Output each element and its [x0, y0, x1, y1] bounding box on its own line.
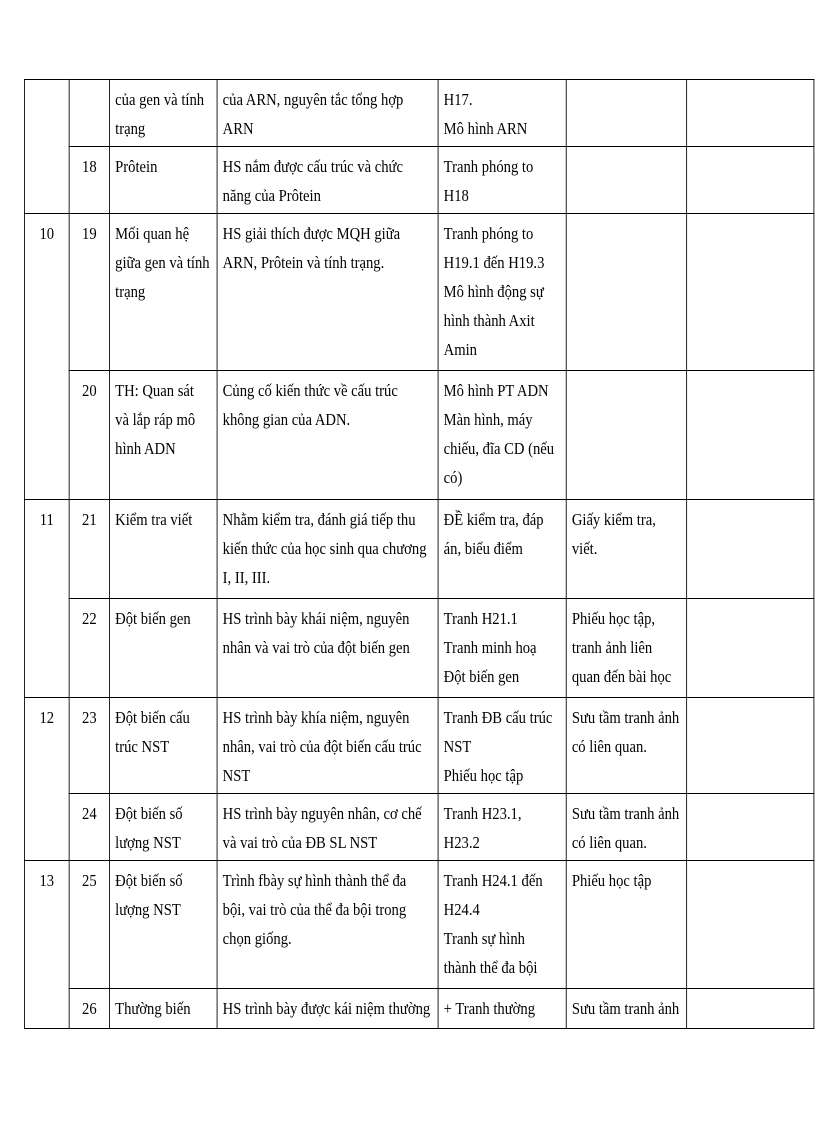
cell-text-line: Sưu tầm tranh ảnh [571, 804, 680, 823]
table-row [24, 371, 813, 500]
week-cell [24, 214, 69, 500]
lesson-title-cell [110, 599, 218, 698]
cell-text-line: chọn giống. [222, 929, 292, 948]
preparation-cell [566, 147, 686, 214]
equipment-cell [438, 80, 566, 147]
lesson-number: 25 [82, 871, 97, 890]
cell-text-line: nhân, vai trò của đột biến cấu trúc [222, 737, 422, 756]
cell-text-line: của gen và tính [115, 90, 205, 109]
objective-cell [217, 371, 438, 500]
week-number: 12 [39, 708, 55, 727]
preparation-cell [566, 794, 686, 861]
lesson-number-cell [69, 214, 109, 371]
cell-text-line: Tranh H23.1, [443, 804, 522, 823]
lesson-title-cell [110, 989, 218, 1029]
cell-text-line: Củng cố kiến thức về cấu trúc [222, 381, 398, 400]
cell-text-line: viết. [571, 539, 598, 558]
cell-text-line: thành thể đa bội [443, 958, 538, 977]
cell-text-line: hình ADN [115, 439, 176, 458]
week-number: 13 [39, 871, 55, 890]
notes-cell [687, 698, 814, 794]
lesson-number-cell [69, 500, 109, 599]
cell-text-line: Amin [443, 340, 477, 359]
cell-text-line: có liên quan. [571, 833, 647, 852]
cell-text-line: Tranh minh hoạ [443, 638, 537, 657]
cell-text-line: Tranh H24.1 đến [443, 871, 543, 890]
objective-cell [217, 861, 438, 989]
lesson-number: 26 [82, 999, 97, 1018]
preparation-cell [566, 80, 686, 147]
objective-cell [217, 80, 438, 147]
lesson-title-cell [110, 794, 218, 861]
cell-text-line: kiến thức của học sinh qua chương [222, 539, 427, 558]
cell-text-line: không gian của ADN. [222, 410, 351, 429]
cell-text-line: HS giải thích được MQH giữa [222, 224, 401, 243]
cell-text-line: + Tranh thường [443, 999, 536, 1018]
cell-text-line: giữa gen và tính [115, 253, 210, 272]
cell-text-line: Mô hình PT ADN [443, 381, 549, 400]
week-cell [24, 861, 69, 1029]
cell-text-line: có liên quan. [571, 737, 647, 756]
cell-text-line: Nhằm kiểm tra, đánh giá tiếp thu [222, 510, 416, 529]
table-row [24, 794, 813, 861]
cell-text-line: Đột biến cấu [115, 708, 190, 727]
cell-text-line: Tranh H21.1 [443, 609, 518, 628]
lesson-number-cell [69, 371, 109, 500]
table-row [24, 698, 813, 794]
cell-text-line: hình thành Axit [443, 311, 535, 330]
lesson-title-cell [110, 147, 218, 214]
objective-cell [217, 989, 438, 1029]
equipment-cell [438, 147, 566, 214]
lesson-title-cell [110, 214, 218, 371]
cell-text-line: ARN [222, 119, 254, 138]
notes-cell [687, 147, 814, 214]
lesson-title-cell [110, 371, 218, 500]
lesson-plan-table [24, 79, 814, 1029]
cell-text-line: ĐỀ kiểm tra, đáp [443, 510, 544, 529]
notes-cell [687, 989, 814, 1029]
notes-cell [687, 599, 814, 698]
cell-text-line: H17. [443, 90, 473, 109]
preparation-cell [566, 989, 686, 1029]
table-row [24, 214, 813, 371]
objective-cell [217, 147, 438, 214]
week-cell [24, 500, 69, 698]
cell-text-line: HS trình bày nguyên nhân, cơ chế [222, 804, 422, 823]
cell-text-line: quan đến bài học [571, 667, 672, 686]
cell-text-line: bội, vai trò của thể đa bội trong [222, 900, 407, 919]
table-row [24, 989, 813, 1029]
notes-cell [687, 371, 814, 500]
equipment-cell [438, 500, 566, 599]
cell-text-line: trạng [115, 282, 146, 301]
equipment-cell [438, 371, 566, 500]
cell-text-line: Mô hình động sự [443, 282, 544, 301]
cell-text-line: H18 [443, 186, 469, 205]
cell-text-line: Đột biến số [115, 804, 183, 823]
cell-text-line: trúc NST [115, 737, 170, 756]
cell-text-line: lượng NST [115, 833, 181, 852]
cell-text-line: Tranh phóng to [443, 157, 534, 176]
cell-text-line: Phiếu học tập [443, 766, 524, 785]
lesson-number: 23 [82, 708, 97, 727]
week-number: 10 [39, 224, 55, 243]
lesson-title-cell [110, 80, 218, 147]
notes-cell [687, 80, 814, 147]
table-row [24, 80, 813, 147]
cell-text-line: Giấy kiểm tra, [571, 510, 656, 529]
cell-text-line: của ARN, nguyên tắc tổng hợp [222, 90, 404, 109]
cell-text-line: TH: Quan sát [115, 381, 194, 400]
equipment-cell [438, 599, 566, 698]
cell-text-line: Trình fbày sự hình thành thể đa [222, 871, 407, 890]
table-row [24, 500, 813, 599]
lesson-number-cell [69, 80, 109, 147]
equipment-cell [438, 989, 566, 1029]
week-cell [24, 80, 69, 214]
cell-text-line: HS trình bày khái niệm, nguyên [222, 609, 410, 628]
cell-text-line: ARN, Prôtein và tính trạng. [222, 253, 385, 272]
lesson-number-cell [69, 147, 109, 214]
cell-text-line: NST [222, 766, 251, 785]
cell-text-line: I, II, III. [222, 568, 271, 587]
objective-cell [217, 599, 438, 698]
lesson-number-cell [69, 698, 109, 794]
cell-text-line: có) [443, 468, 463, 487]
objective-cell [217, 698, 438, 794]
objective-cell [217, 794, 438, 861]
cell-text-line: và lắp ráp mô [115, 410, 196, 429]
cell-text-line: Đột biến gen [115, 609, 191, 628]
cell-text-line: chiếu, đĩa CD (nếu [443, 439, 555, 458]
equipment-cell [438, 214, 566, 371]
notes-cell [687, 214, 814, 371]
week-cell [24, 698, 69, 861]
cell-text-line: trạng [115, 119, 146, 138]
notes-cell [687, 861, 814, 989]
equipment-cell [438, 698, 566, 794]
cell-text-line: nhân và vai trò của đột biến gen [222, 638, 410, 657]
cell-text-line: Sưu tầm tranh ảnh [571, 999, 680, 1018]
lesson-number-cell [69, 989, 109, 1029]
notes-cell [687, 500, 814, 599]
cell-text-line: tranh ảnh liên [571, 638, 653, 657]
cell-text-line: HS trình bày khía niệm, nguyên [222, 708, 410, 727]
lesson-number-cell [69, 861, 109, 989]
table-row [24, 599, 813, 698]
cell-text-line: Mô hình ARN [443, 119, 528, 138]
notes-cell [687, 794, 814, 861]
preparation-cell [566, 599, 686, 698]
lesson-title-cell [110, 500, 218, 599]
cell-text-line: Tranh phóng to [443, 224, 534, 243]
cell-text-line: Tranh ĐB cấu trúc [443, 708, 553, 727]
cell-text-line: H23.2 [443, 833, 480, 852]
preparation-cell [566, 698, 686, 794]
equipment-cell [438, 861, 566, 989]
table-row [24, 147, 813, 214]
cell-text-line: Màn hình, máy [443, 410, 533, 429]
cell-text-line: Prôtein [115, 157, 158, 176]
objective-cell [217, 500, 438, 599]
lesson-title-cell [110, 861, 218, 989]
cell-text-line: H24.4 [443, 900, 480, 919]
cell-text-line: HS trình bày được kái niệm thường [222, 999, 431, 1018]
cell-text-line: NST [443, 737, 472, 756]
preparation-cell [566, 371, 686, 500]
cell-text-line: Sưu tầm tranh ảnh [571, 708, 680, 727]
cell-text-line: Phiếu học tập [571, 871, 652, 890]
lesson-number-cell [69, 599, 109, 698]
lesson-number-cell [69, 794, 109, 861]
lesson-number: 20 [82, 381, 97, 400]
preparation-cell [566, 861, 686, 989]
cell-text-line: H19.1 đến H19.3 [443, 253, 545, 272]
cell-text-line: Phiếu học tập, [571, 609, 656, 628]
cell-text-line: Kiểm tra viết [115, 510, 193, 529]
lesson-title-cell [110, 698, 218, 794]
lesson-number: 19 [82, 224, 97, 243]
cell-text-line: HS nắm được cấu trúc và chức [222, 157, 403, 176]
preparation-cell [566, 214, 686, 371]
lesson-number: 22 [82, 609, 97, 628]
preparation-cell [566, 500, 686, 599]
cell-text-line: Mối quan hệ [115, 224, 190, 243]
cell-text-line: Đột biến số [115, 871, 183, 890]
equipment-cell [438, 794, 566, 861]
week-number: 11 [39, 510, 54, 529]
cell-text-line: Đột biến gen [443, 667, 520, 686]
lesson-number: 18 [82, 157, 97, 176]
objective-cell [217, 214, 438, 371]
cell-text-line: lượng NST [115, 900, 181, 919]
cell-text-line: và vai trò của ĐB SL NST [222, 833, 378, 852]
table-row [24, 861, 813, 989]
cell-text-line: án, biểu điểm [443, 539, 523, 558]
cell-text-line: Tranh sự hình [443, 929, 525, 948]
cell-text-line: Thường biến [115, 999, 191, 1018]
cell-text-line: năng của Prôtein [222, 186, 321, 205]
lesson-number: 24 [82, 804, 97, 823]
lesson-number: 21 [82, 510, 97, 529]
